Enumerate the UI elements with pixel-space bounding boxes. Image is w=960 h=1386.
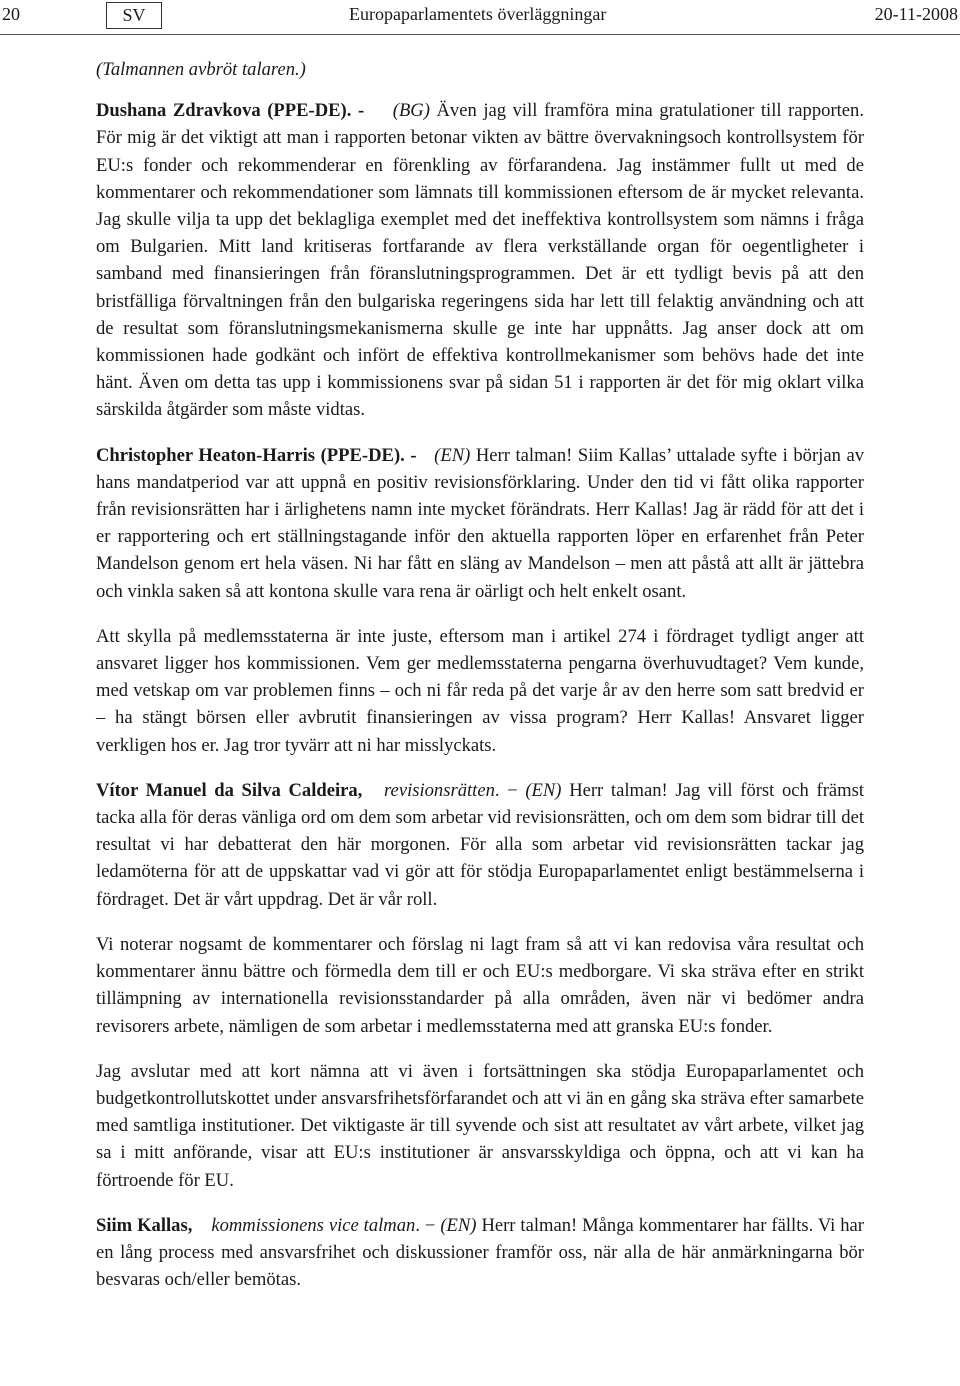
speech-paragraph	[96, 97, 864, 423]
language-tag: (BG)	[392, 100, 430, 122]
page-header	[0, 0, 960, 35]
speech-text: Herr talman! Många kommentarer har fällts. Vi har en lång process med ansvarsfrihet och diskussioner framför oss, när alla de här anmärkningarna bör besvaras och/eller bemötas.	[96, 1214, 864, 1291]
interruption-note: (Talmannen avbröt talaren.)	[96, 59, 306, 80]
speech-text: Även jag vill framföra mina gratulationer till rapporten. För mig är det viktigt att man i rapporten betonar vikten av bättre övervakningsoch kontrollsystem för EU:s fonder och rekommenderar en förenkling av förfarandena. Jag instämmer fullt ut med de kommentarer och rekommendationer som lämnats till kommissionen eftersom de är mycket relevanta. Jag skulle vilja ta upp det beklagliga exemplet med det ineffektiva kontrollsystem som nämns i fråga om Bulgarien. Mitt land kritiseras fortfarande av flera verkställande organ för oegentligheter i samband med finansieringen från föranslutningsprogrammen. Det är ett tydligt bevis på att den bristfälliga förvaltningen från den bulgariska regeringens sida har lett till felaktig användning och att de resultat som föranslutningsmekanismerna skulle ge inte har uppnåtts. Jag anser dock att om kommissionen hade godkänt och infört de effektiva kontrollmekanismer som behövs hade det inte hänt. Även om detta tas upp i kommissionens svar på sidan 51 i rapporten är det för mig oklart vilka särskilda åtgärder som måste vidtas.	[96, 100, 864, 421]
speech-paragraph	[96, 777, 864, 913]
speaker-role: kommissionens vice talman	[211, 1214, 416, 1236]
speaker-name: Christopher Heaton-Harris (PPE-DE). -	[96, 444, 417, 466]
language-tag: (EN)	[440, 1214, 477, 1236]
document-body	[96, 56, 864, 1293]
speech-paragraph: Jag avslutar med att kort nämna att vi även i fortsättningen ska stödja Europaparlamentet och budgetkontrollutskottet under ansvarsfrihetsförfarandet och att vi än en gång ska sträva efter samarbete med samtliga institutioner. Det viktigaste är till syvende och sist att resultatet av vårt arbete, vilket jag sa i mitt anförande, visar att EU:s institutioner är ansvarsskyldiga och öppna, och att vi kan ha förtroende för EU.	[96, 1060, 864, 1191]
speaker-name: Dushana Zdravkova (PPE-DE). -	[96, 100, 365, 122]
speaker-name: Vítor Manuel da Silva Caldeira,	[96, 779, 363, 801]
publication-title: Europaparlamentets överläggningar	[349, 4, 607, 24]
separator: . −	[494, 779, 518, 801]
speech-text: Herr talman! Jag vill först och främst tacka alla för deras vänliga ord om dem som arbetar vid revisionsrätten, och om dem som bidrar till det resultat vi har debatterat den här morgonen. För alla som arbetar vid revisionsrätten tackar jag ledamöterna för att de uppskattar vad vi gör att för stödja Europaparlamentet enligt bestämmelserna i fördraget. Det är vårt uppdrag. Det är vår roll.	[96, 779, 865, 910]
speech-paragraph: Att skylla på medlemsstaterna är inte juste, eftersom man i artikel 274 i fördraget tydligt anger att ansvaret ligger hos kommissionen. Vem ger medlemsstaterna pengarna överhuvudtaget? Vem kunde, med vetskap om var problemen finns – och ni får reda på det varje år av den herre som satt bredvid er – ha stängt börsen eller avbrutit finansieringen av vissa program? Herr Kallas! Ansvaret ligger verkligen hos er. Jag tror tyvärr att ni har misslyckats.	[96, 625, 864, 756]
publication-date: 20-11-2008	[874, 4, 958, 24]
separator: . −	[415, 1214, 436, 1236]
speaker-name: Siim Kallas,	[96, 1214, 193, 1236]
language-tag: (EN)	[434, 444, 471, 466]
speech-paragraph	[96, 442, 864, 605]
speaker-role: revisionsrätten	[384, 779, 495, 801]
speech-paragraph	[96, 1212, 864, 1294]
language-code-box: SV	[106, 2, 162, 29]
speech-text: Herr talman! Siim Kallas’ uttalade syfte i början av hans mandatperiod var att uppnå en positiv revisionsförklaring. Under den tid vi fått olika rapporter från revisionsrätten har i ärlighetens namn inte mycket förändrats. Herr Kallas! Jag är rädd för att det i er rapportering och ert ställningstagande inför den aktuella rapporten löper en erfarenhet från Peter Mandelson genom ert hela väsen. Ni har fått en släng av Mandelson – men att påstå att allt är jättebra och vinkla saken så att kontona skulle vara rena är oärligt och helt enkelt osant.	[96, 444, 864, 602]
speech-paragraph: Vi noterar nogsamt de kommentarer och förslag ni lagt fram så att vi kan redovisa våra resultat och kommentarer ännu bättre och förmedla dem till er och EU:s medborgare. Vi ska sträva efter en strikt tillämpning av internationella revisionsstandarder på alla områden, även när vi bedömer andra revisorers arbete, nämligen de som arbetar i medlemsstaterna med att granska EU:s fonder.	[96, 933, 864, 1037]
page-number: 20	[2, 4, 20, 24]
language-tag: (EN)	[525, 779, 562, 801]
